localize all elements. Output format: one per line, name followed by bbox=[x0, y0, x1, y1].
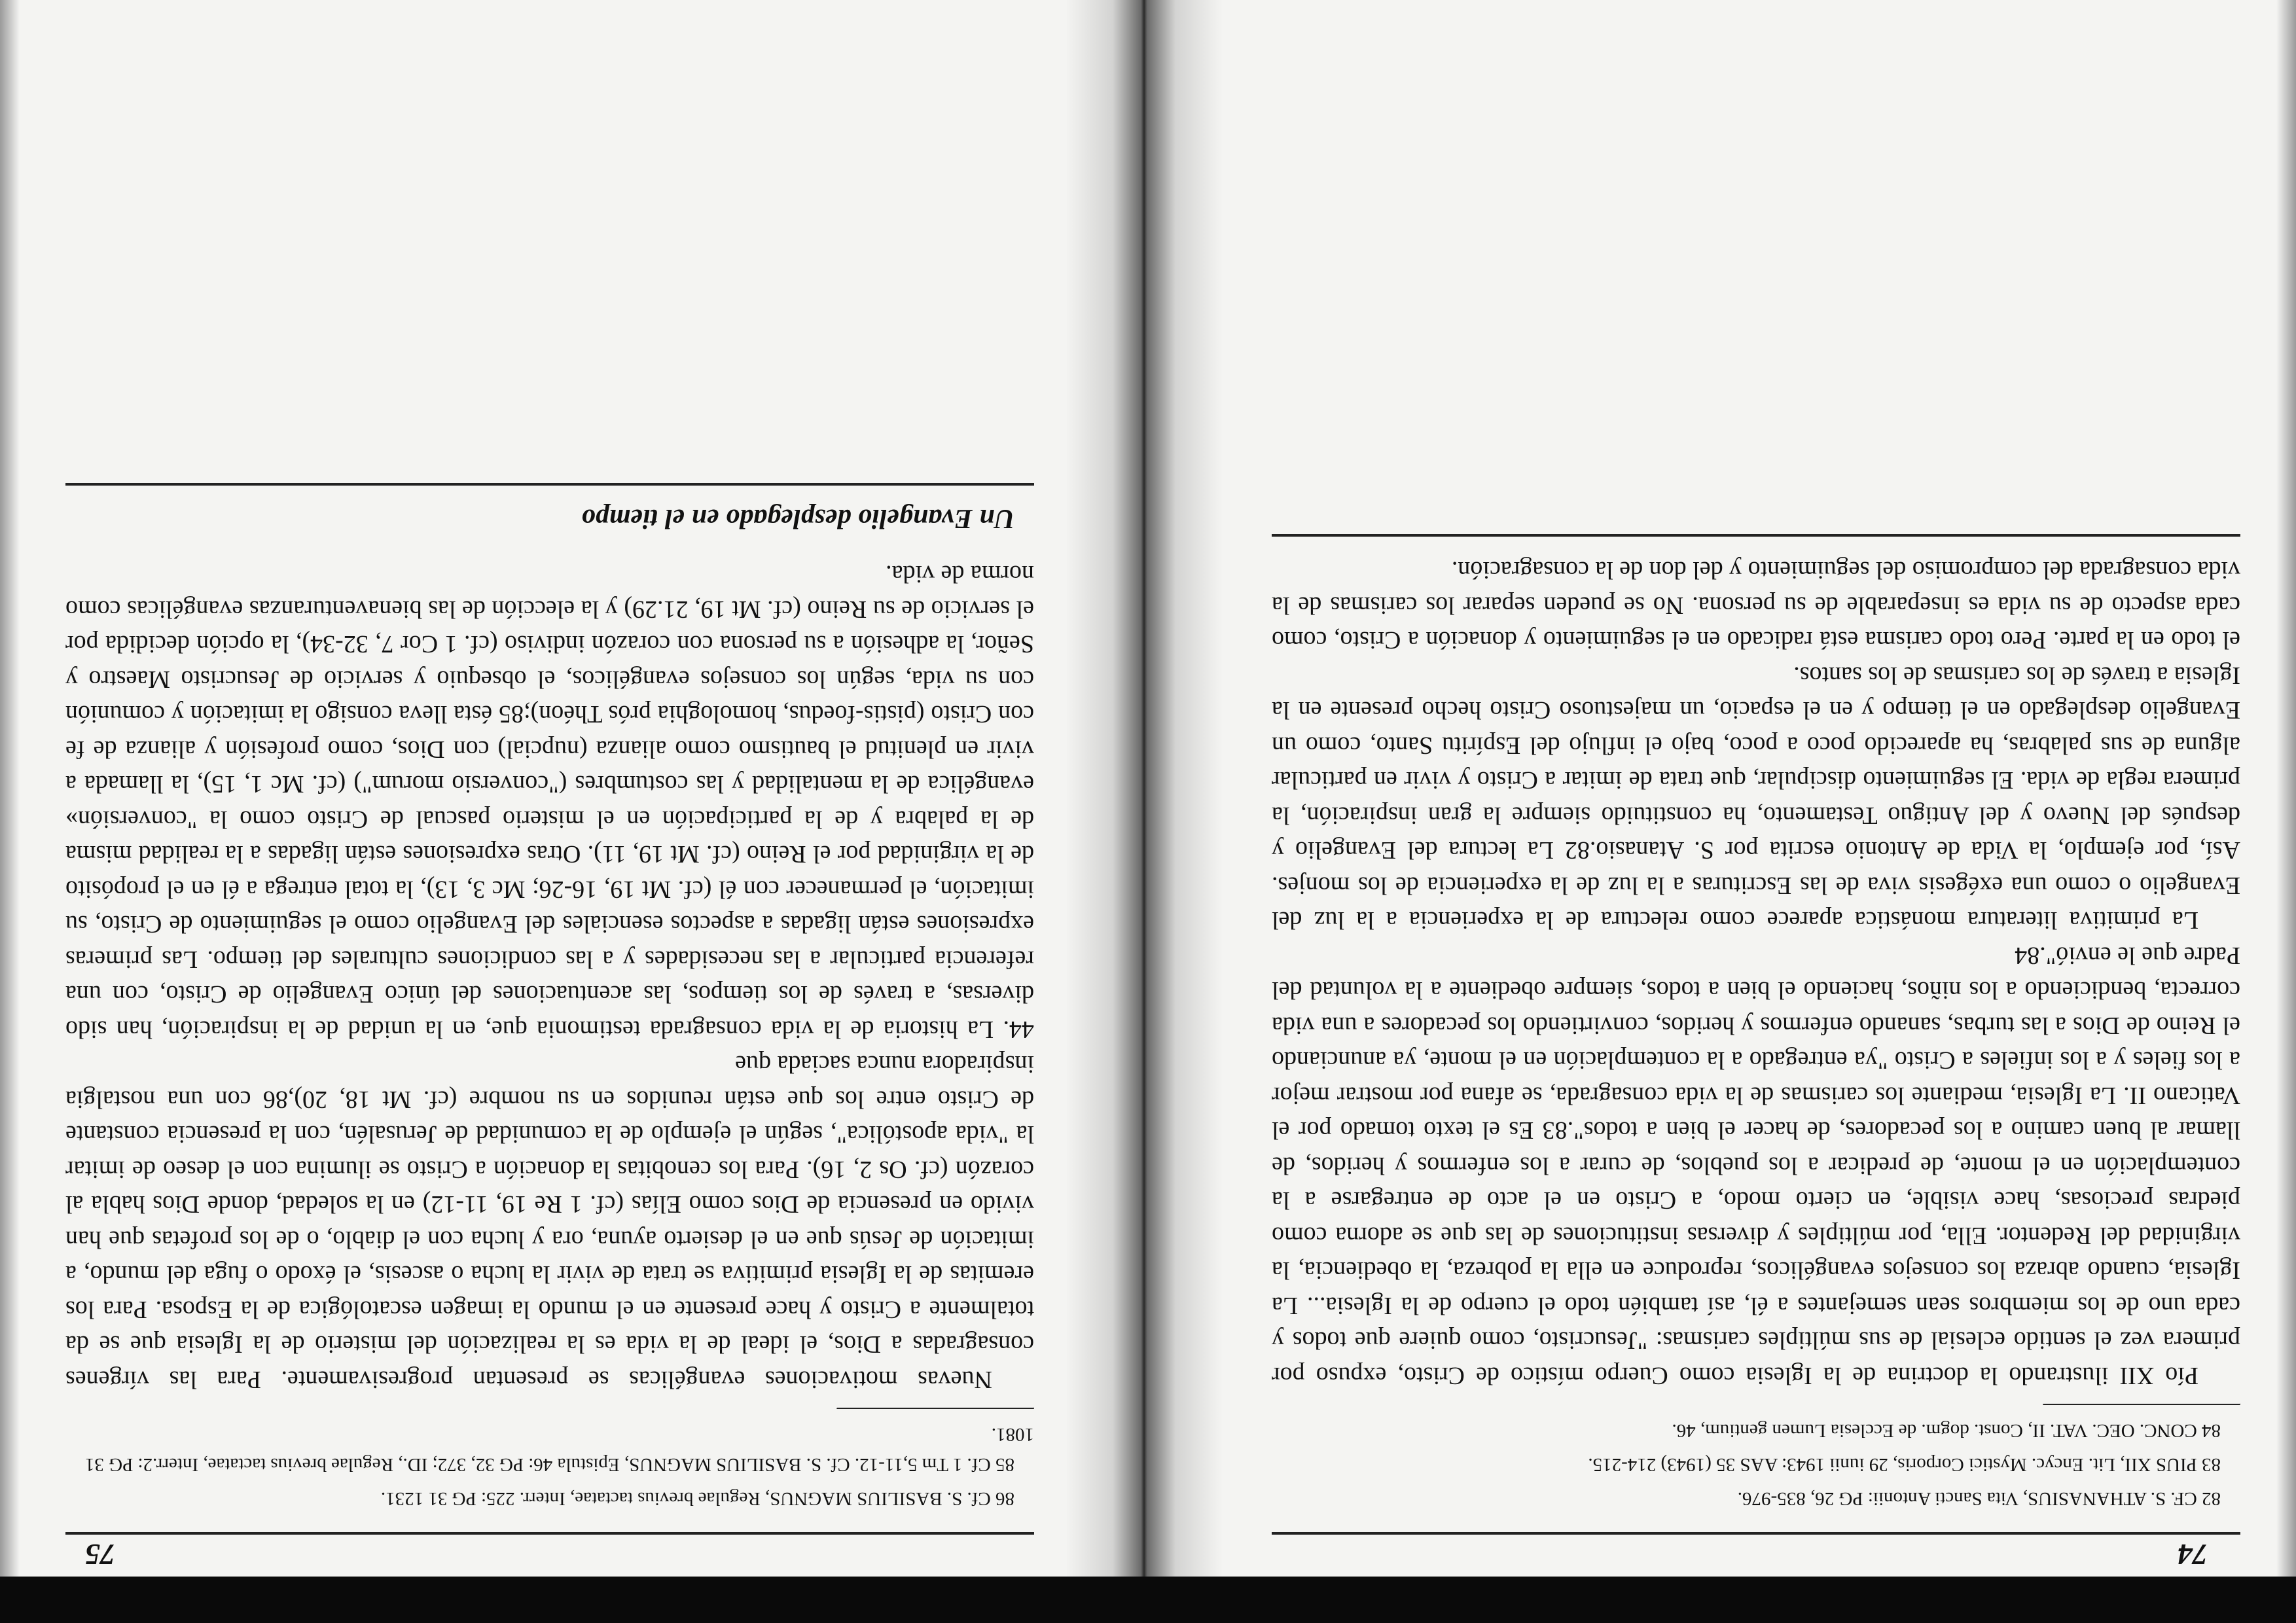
page-number: 75 bbox=[85, 1538, 115, 1571]
footnote-86: 86 Cf. S. BASILIUS MAGNUS, Regulae brevius tactatae, Interr. 225: PG 31 1231. bbox=[380, 1488, 1014, 1509]
paragraph: 44. La historia de la vida consagrada testimonia que, en la unidad de la inspiración, han sido diversas, a través de los tiempos, las acentuaciones del único Evangelio de Cristo, con una referencia particular a las necesidades y a las condiciones culturales del tiempo. Las primeras expresiones están ligadas a aspectos esenciales del Evangelio como el seguimiento de Cristo, su imitación, el permanecer con él (cf. Mt 19, 16-26; Mc 3, 13), la total entrega a él en el propósito de la virginidad por el Reino (cf. Mt 19, 11). Otras expresiones están ligadas a la realidad misma de la palabra y de la participación en el misterio pascual de Cristo como la "conversión» evangélica de la mentalidad y las costumbres ("conversio morum") (cf. Mc 1, 15), la llamada a vivir en plenitud el bautismo como alianza (nupcial) con Dios, como profesión y alianza de fe con Cristo (pistis-foedus, homologhia prós Théon);85 ésta lleva consigo la imitación y comunión con su vida, según los consejos evangélicos, el obsequio y servicio de Jesucristo Maestro y Señor, la adhesión a su persona con corazón indiviso (cf. 1 Cor 7, 32-34), la opción decidida por el servicio de su Reino (cf. Mt 19, 21.29) y la elección de las bienaventuranzas evangélicas como norma de vida. bbox=[65, 560, 1034, 1043]
paragraph: La primitiva literatura monástica aparece como relectura de la experiencia a la luz del Evangelio o como una exégesis viva de las Escrituras a la luz de la experiencia de los monjes. Así, por ejemplo, la Vida de Antonio escrita por S. Atanasio.82 La lectura del Evangelio y después del Nuevo y del Antiguo Testamento, ha constituido siempre la gran inspiración, la primera regla de vida. El seguimiento discipular, que trata de imitar a Cristo y vivir en particular alguna de sus palabras, ha aparecido poco a poco, bajo el influjo del Espíritu Santo, como un Evangelio desplegado en el tiempo y en el espacio, un majestuoso Cristo hecho presente en la Iglesia a través de los carismas de los santos. bbox=[1272, 662, 2240, 935]
page-edge-shadow-right bbox=[0, 0, 20, 1577]
header-rule bbox=[1272, 1532, 2240, 1535]
paragraph: el todo en la parte. Pero todo carisma está radicado en el seguimiento y donación a Cristo, como cada aspecto de su vida es inseparable de su persona. No se pueden separar los carismas de la vida consagrada del compromiso del seguimiento y del don de la consagración. bbox=[1272, 556, 2240, 654]
page-74 bbox=[1272, 534, 2240, 1574]
footnote-83: 83 PIUS XII, Lit. Encyc. Mystici Corporis, 29 iunii 1943: AAS 35 (1943) 214-215. bbox=[1588, 1454, 2221, 1475]
page-75-body bbox=[65, 556, 1034, 1407]
page-number: 74 bbox=[2178, 1538, 2208, 1571]
footnote-82: 82 CF. S. ATHANASIUS, Vita Sancti Antonii: PG 26, 835-976. bbox=[1737, 1488, 2221, 1509]
bottom-rule bbox=[65, 483, 1034, 486]
book-gutter-shadow bbox=[1066, 0, 1223, 1577]
header-rule bbox=[65, 1532, 1034, 1535]
section-heading: Un Evangelio desplegado en el tiempo bbox=[581, 503, 1014, 533]
footnotes bbox=[65, 1409, 1034, 1532]
footnote-separator bbox=[836, 1407, 1034, 1409]
page-edge-shadow-left bbox=[2276, 0, 2296, 1577]
paragraph: Nuevas motivaciones evangélicas se presentan progresivamente. Para las vírgenes consagradas a Dios, el ideal de la vida es la realización del misterio de la Iglesia que se da totalmente a Cristo y hace presente en el mundo la imagen escatológica de la Esposa. Para los eremitas de la Iglesia primitiva se trata de vivir la lucha o ascesis, el éxodo o fuga del mundo, a imitación de Jesús que en el desierto ayuna, ora y lucha con el diablo, o de los profetas que han vivido en presencia de Dios como Elías (cf. 1 Re 19, 11-12) en la soledad, donde Dios habla al corazón (cf. Os 2, 16). Para los cenobitas la donación a Cristo se ilumina con el deseo de imitar la "vida apostólica", según el ejemplo de la comunidad de Jerusalén, con la presencia constante de Cristo entre los que están reunidos en su nombre (cf. Mt 18, 20),86 con una nostalgia inspiradora nunca saciada que bbox=[65, 1050, 1034, 1393]
bottom-rule bbox=[1272, 534, 2240, 537]
footnote-separator bbox=[2043, 1403, 2240, 1405]
scanner-border bbox=[0, 1577, 2296, 1623]
footnote-84: 84 CONC. OEC. VAT. II, Const. dogm. de Ecclesia Lumen gentium, 46. bbox=[1672, 1420, 2221, 1441]
page-75 bbox=[65, 483, 1034, 1574]
footnotes bbox=[1272, 1405, 2240, 1532]
page-74-body bbox=[1272, 552, 2240, 1403]
paragraph: Pío XII ilustrando la doctrina de la Iglesia como Cuerpo místico de Cristo, expuso por primera vez el sentido eclesial de sus múltiples carismas: "Jesucristo, como quiere que todos y cada uno de los miembros sean semejantes a él, así también todo el cuerpo de la Iglesia... La Iglesia, cuando abraza los consejos evangélicos, reproduce en ella la pobreza, la obediencia, la virginidad del Redentor. Ella, por múltiples y diversas instituciones de las que se adorna como piedras preciosas, hace visible, en cierto modo, a Cristo en el acto de entregarse a la contemplación en el monte, de predicar a los pueblos, de curar a los enfermos y heridos, de llamar al buen camino a los pecadores, de hacer el bien a todos".83 Es el texto tomado por el Vaticano II. La Iglesia, mediante los carismas de la vida consagrada, se afana por mostrar mejor a los fieles y a los infieles a Cristo "ya entregado a la contemplación en el monte, ya anunciando el Reino de Dios a las turbas, sanando enfermos y heridos, convirtiendo los pecadores a una vida correcta, bendiciendo a los niños, haciendo el bien a todos, siempre obediente a la voluntad del Padre que le envió".84 bbox=[1272, 942, 2240, 1389]
footnote-85: 85 Cf. 1 Tm 5,11-12. Cf. S. BASILIUS MAGNUS, Epistula 46: PG 32, 372; ID., Regulae brevius tactatae, Interr.2: PG 31 1081. bbox=[84, 1424, 1034, 1475]
